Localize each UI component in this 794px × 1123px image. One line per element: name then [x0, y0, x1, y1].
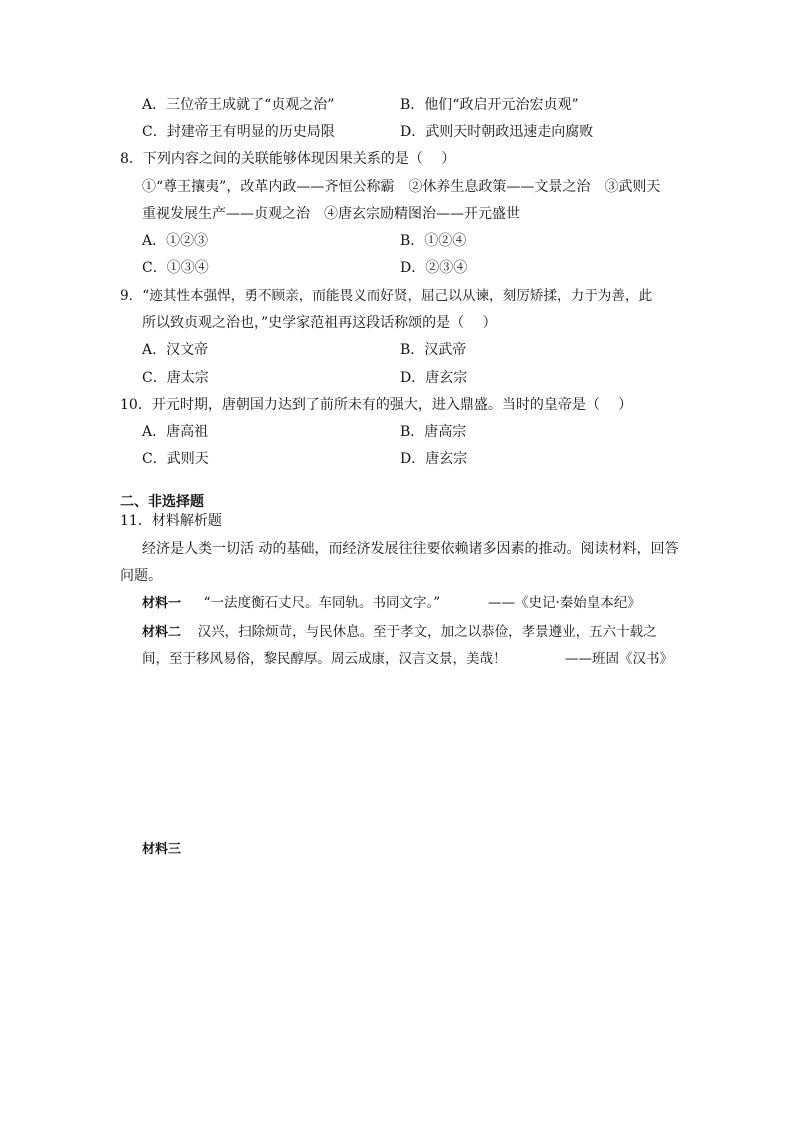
q9-option-c: C．唐太宗: [142, 370, 209, 386]
q11-intro-line1: 经济是人类一切活 动的基础，而经济发展往往要依赖诸多因素的推动。阅读材料，回答: [142, 541, 679, 557]
q11-intro-line2: 问题。: [120, 568, 162, 584]
material-2-text-line1: 汉兴，扫除烦苛，与民休息。至于孝文，加之以恭俭，孝景遵业，五六十载之: [197, 624, 657, 640]
material-1-source: ——《史记·秦始皇本纪》: [488, 595, 641, 611]
q8-option-c: C．①③④: [142, 260, 209, 276]
material-1: [142, 593, 440, 614]
material-2-source: ——班固《汉书》: [565, 651, 673, 667]
q10-option-d: D．唐玄宗: [400, 451, 468, 467]
q8-option-d: D．②③④: [400, 260, 468, 276]
material-1-text: “一法度衡石丈尺。车同轨。书同文字。”: [203, 595, 441, 611]
q8-content-line1: ①“尊王攘夷”，改革内政——齐恒公称霸 ②休养生息政策——文景之治 ③武则天: [142, 179, 661, 195]
material-2-line1: [142, 622, 657, 643]
q11-title: 11．材料解析题: [120, 513, 222, 529]
q10-option-a: A．唐高祖: [142, 424, 209, 440]
q8-content-line2: 重视发展生产——贞观之治 ④唐玄宗励精图治——开元盛世: [142, 206, 520, 222]
material-3-label: 材料三: [142, 842, 182, 857]
q9-stem-line2: 所以致贞观之治也，”史学家范祖再这段话称颂的是（ ）: [142, 315, 497, 331]
q9-option-a: A．汉文帝: [142, 342, 209, 358]
q7-option-d: D．武则天时朝政迅速走向腐败: [400, 124, 594, 140]
material-1-label: 材料一: [142, 596, 182, 611]
q9-stem-line1: 9．“迹其性本强悍，勇不顾亲，而能畏义而好贤，屈己以从谏，刻厉矫揉，力于为善，此: [120, 288, 653, 304]
q9-option-b: B．汉武帝: [400, 342, 467, 358]
section-title: 二、非选择题: [120, 494, 204, 510]
q10-option-c: C．武则天: [142, 451, 209, 467]
q7-option-c: C．封建帝王有明显的历史局限: [142, 124, 335, 140]
q8-option-a: A．①②③: [142, 233, 209, 249]
material-2-label: 材料二: [142, 625, 182, 640]
q8-option-b: B．①②④: [400, 233, 467, 249]
q10-option-b: B．唐高宗: [400, 424, 467, 440]
q9-option-d: D．唐玄宗: [400, 370, 468, 386]
q7-option-b: B．他们“政启开元治宏贞观”: [400, 97, 579, 113]
material-2-text-line2: 间，至于移风易俗，黎民醇厚。周云成康，汉言文景，美哉！: [142, 651, 507, 667]
q10-stem: 10．开元时期，唐朝国力达到了前所未有的强大，进入鼎盛。当时的皇帝是（ ）: [120, 397, 633, 413]
q8-stem: 8．下列内容之间的关联能够体现因果关系的是（ ）: [120, 151, 456, 167]
q7-option-a: A．三位帝王成就了“贞观之治”: [142, 97, 335, 113]
